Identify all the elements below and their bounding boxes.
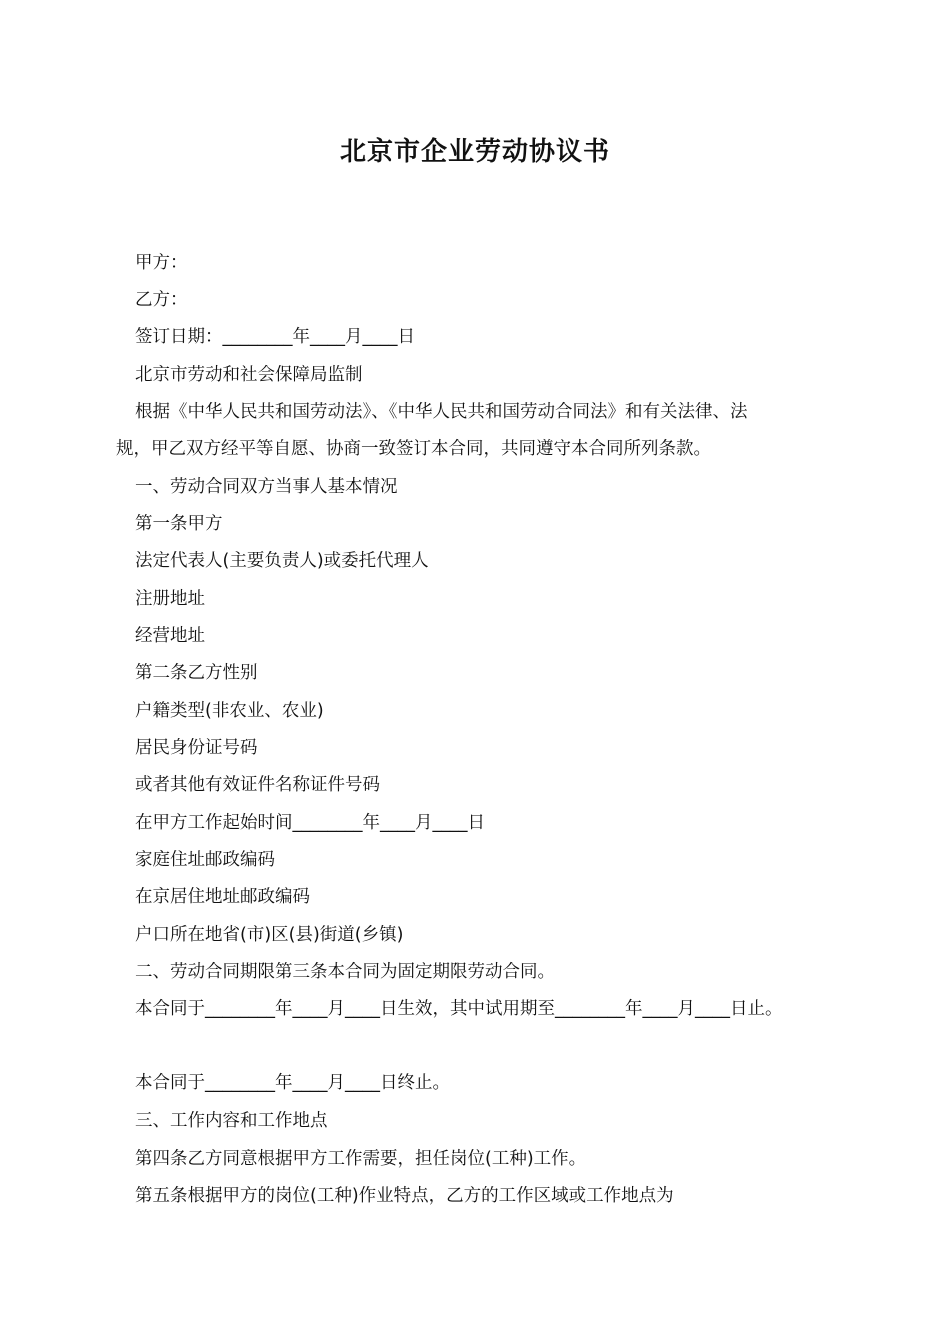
preamble-line-2: 规，甲乙双方经平等自愿、协商一致签订本合同，共同遵守本合同所列条款。 bbox=[116, 439, 711, 459]
termination-date-line: 本合同于________年____月____日终止。 bbox=[135, 1073, 450, 1093]
home-address-line: 家庭住址邮政编码 bbox=[135, 850, 275, 870]
article-5-line: 第五条根据甲方的岗位(工种)作业特点，乙方的工作区域或工作地点为 bbox=[135, 1186, 674, 1206]
article-2-line: 第二条乙方性别 bbox=[135, 663, 258, 683]
party-a-line: 甲方： bbox=[135, 253, 188, 273]
section-2-heading: 二、劳动合同期限第三条本合同为固定期限劳动合同。 bbox=[135, 962, 555, 982]
signing-date-line: 签订日期：________年____月____日 bbox=[135, 327, 415, 347]
registered-address-line: 注册地址 bbox=[135, 589, 205, 609]
legal-representative-line: 法定代表人(主要负责人)或委托代理人 bbox=[135, 551, 429, 571]
document-title: 北京市企业劳动协议书 bbox=[339, 137, 610, 167]
beijing-address-line: 在京居住地址邮政编码 bbox=[135, 887, 310, 907]
other-id-line: 或者其他有效证件名称证件号码 bbox=[135, 775, 380, 795]
id-number-line: 居民身份证号码 bbox=[135, 738, 258, 758]
party-b-line: 乙方： bbox=[135, 290, 188, 310]
start-date-line: 在甲方工作起始时间________年____月____日 bbox=[135, 813, 485, 833]
article-4-line: 第四条乙方同意根据甲方工作需要，担任岗位(工种)工作。 bbox=[135, 1149, 587, 1169]
effective-date-line: 本合同于________年____月____日生效，其中试用期至________年____月____日止。 bbox=[135, 999, 783, 1019]
business-address-line: 经营地址 bbox=[135, 626, 205, 646]
article-1-line: 第一条甲方 bbox=[135, 514, 223, 534]
section-1-heading: 一、劳动合同双方当事人基本情况 bbox=[135, 477, 398, 497]
hukou-location-line: 户口所在地省(市)区(县)街道(乡镇) bbox=[135, 925, 404, 945]
section-3-heading: 三、工作内容和工作地点 bbox=[135, 1111, 328, 1131]
preamble-line-1: 根据《中华人民共和国劳动法》、《中华人民共和国劳动合同法》和有关法律、法 bbox=[135, 402, 748, 422]
supervisor-line: 北京市劳动和社会保障局监制 bbox=[135, 365, 363, 385]
household-type-line: 户籍类型(非农业、农业) bbox=[135, 701, 324, 721]
